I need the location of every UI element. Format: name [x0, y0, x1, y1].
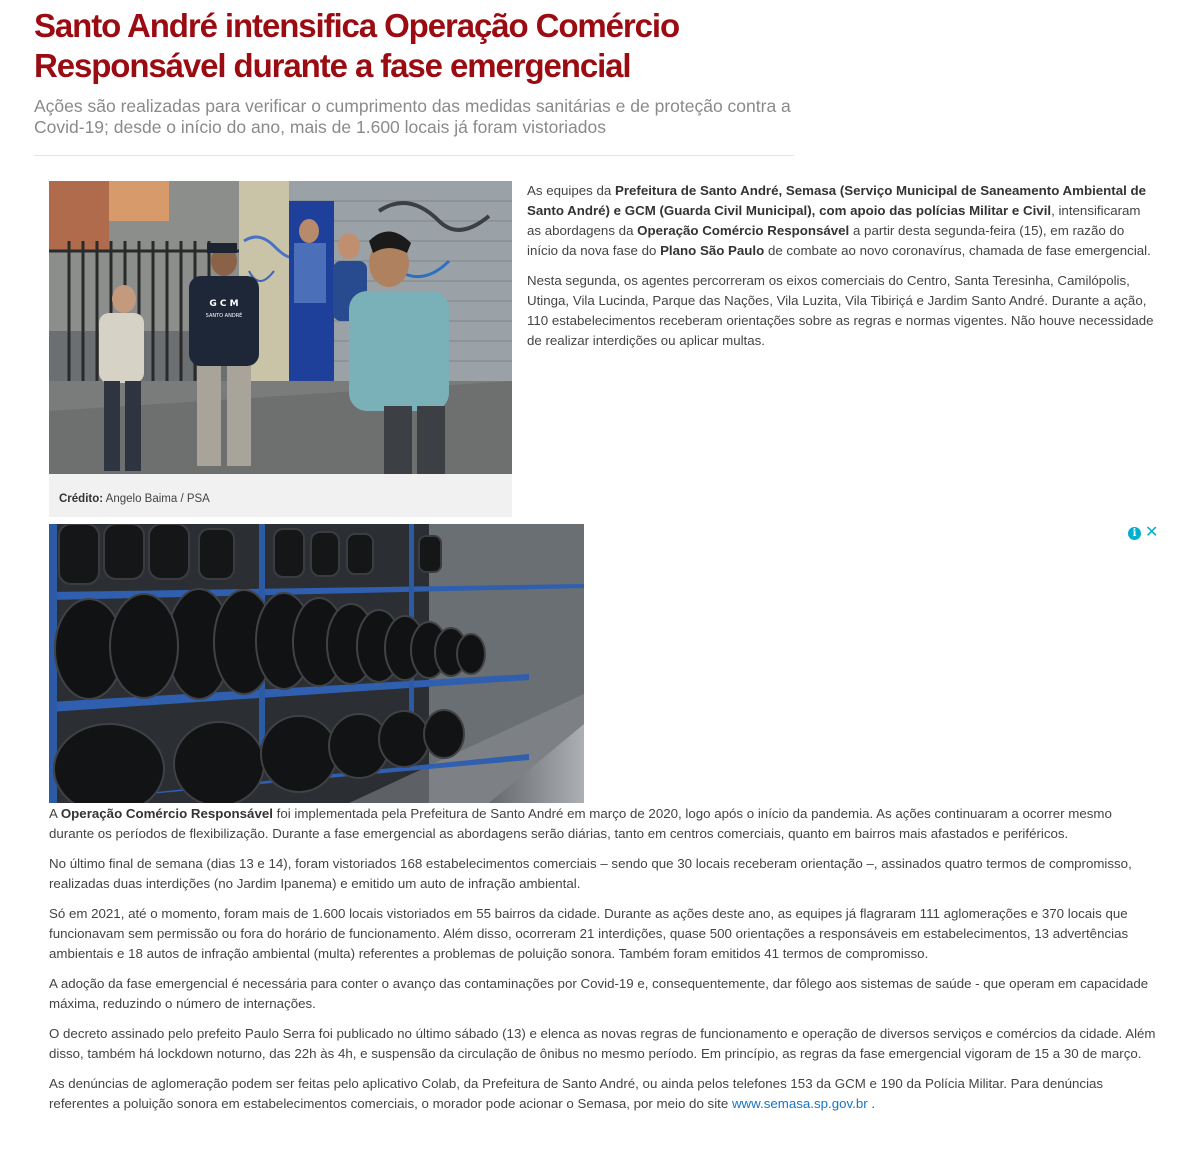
body-paragraph-1 — [49, 804, 1159, 844]
vest-label: G C M — [209, 299, 239, 309]
body-paragraph-4: A adoção da fase emergencial é necessária para conter o avanço das contaminações por Covid-19 e, consequentemente, dar fôlego aos sistemas de saúde - que operam em capacidade máxima, reduzindo o número de internações. — [49, 976, 1149, 1011]
text-run: . — [867, 1096, 876, 1111]
text-run: foi implementada pela Prefeitura de Santo André em março de 2020, logo após o início da pandemia. As ações continuaram a ocorrer mesmo durante os períodos de flexibilização. Durante a fase emergencial as abordagens serão diárias, tanto em centros comerciais, quanto em bairros mais afastados e periféricos. — [49, 806, 1112, 841]
ad-image-tire-warehouse[interactable] — [49, 524, 584, 803]
body-paragraph-2: No último final de semana (dias 13 e 14), foram vistoriados 168 estabelecimentos comerciais – sendo que 30 locais receberam orientação –, assinados quatro termos de compromisso, realizadas duas interdições (no Jardim Ipanema) e emitido um auto de infração ambiental. — [49, 856, 1132, 891]
intro-paragraph-1 — [527, 181, 1157, 261]
semasa-link[interactable]: www.semasa.sp.gov.br — [731, 1096, 868, 1111]
text-run: de combate ao novo coronavírus, chamada de fase emergencial. — [764, 243, 1151, 258]
intro-paragraph-2: Nesta segunda, os agentes percorreram os eixos comerciais do Centro, Santa Teresinha, Camilópolis, Utinga, Vila Lucinda, Parque das Nações, Vila Luzita, Vila Tibiriçá e Jardim Santo André. Durante a ação, 110 estabelecimentos receberam orientações sobre as regras e normas vigentes. Não houve necessidade de realizar interdições ou aplicar multas. — [527, 273, 1154, 348]
ad-close-icon[interactable]: ✕ — [1145, 524, 1159, 541]
body-paragraph-6 — [49, 1074, 1159, 1114]
ad-controls — [1128, 525, 1158, 541]
tire-warehouse-illustration — [49, 524, 584, 803]
caption-label: Crédito: — [59, 493, 104, 505]
text-run: , intensificaram as abordagens da — [527, 203, 1141, 238]
article-subtitle: Ações são realizadas para verificar o cumprimento das medidas sanitárias e de proteção contra a Covid-19; desde o início do ano, mais de 1.600 locais já foram vistoriados — [34, 96, 791, 137]
text-run: a partir desta segunda-feira (15), em razão do início da nova fase do — [527, 223, 1125, 258]
bold-run: Operação Comércio Responsável — [637, 223, 850, 238]
intro-text — [527, 181, 1157, 361]
street-inspection-illustration — [49, 181, 512, 474]
photo-street-inspection — [49, 181, 512, 517]
bold-run: Prefeitura de Santo André, Semasa (Serviço Municipal de Saneamento Ambiental de Santo André) e GCM (Guarda Civil Municipal), com apoio das polícias Militar e Civil — [527, 183, 1147, 218]
body-paragraph-3: Só em 2021, até o momento, foram mais de 1.600 locais vistoriados em 55 bairros da cidade. Durante as ações deste ano, as equipes já flagraram 111 aglomerações e 370 locais que funcionavam sem permissão ou fora do horário de funcionamento. Além disso, ocorreram 21 interdições, quase 500 orientações a responsáveis em estabelecimentos, 13 advertências ambientais e 18 autos de infração ambiental (multa) referentes a problemas de poluição sonora. Também foram emitidos 41 termos de compromisso. — [49, 906, 1129, 961]
text-run: As equipes da — [527, 183, 615, 198]
vest-sublabel: SANTO ANDRÉ — [205, 313, 243, 319]
caption-credit: Angelo Baima / PSA — [103, 493, 210, 505]
article-body — [49, 804, 1159, 1124]
body-paragraph-5: O decreto assinado pelo prefeito Paulo Serra foi publicado no último sábado (13) e elenca as novas regras de funcionamento e operação de diversos serviços e comércios da cidade. Além disso, também há lockdown noturno, das 22h às 4h, e suspensão da circulação de ônibus no mesmo período. Em princípio, as regras da fase emergencial vigoram de 15 a 30 de março. — [49, 1026, 1156, 1061]
text-run: A — [49, 806, 61, 821]
bold-run: Operação Comércio Responsável — [60, 806, 273, 821]
bold-run: Plano São Paulo — [660, 243, 765, 258]
divider — [34, 155, 794, 156]
article-title: Santo André intensifica Operação Comércio Responsável durante a fase emergencial — [34, 7, 680, 84]
ad-info-icon[interactable]: i — [1128, 527, 1141, 540]
text-run: As denúncias de aglomeração podem ser feitas pelo aplicativo Colab, da Prefeitura de Santo André, ou ainda pelos telefones 153 da GCM e 190 da Polícia Militar. Para denúncias referentes a poluição sonora em estabelecimentos comerciais, o morador pode acionar o Semasa, por meio do site — [49, 1076, 1104, 1111]
photo-caption — [59, 493, 210, 505]
